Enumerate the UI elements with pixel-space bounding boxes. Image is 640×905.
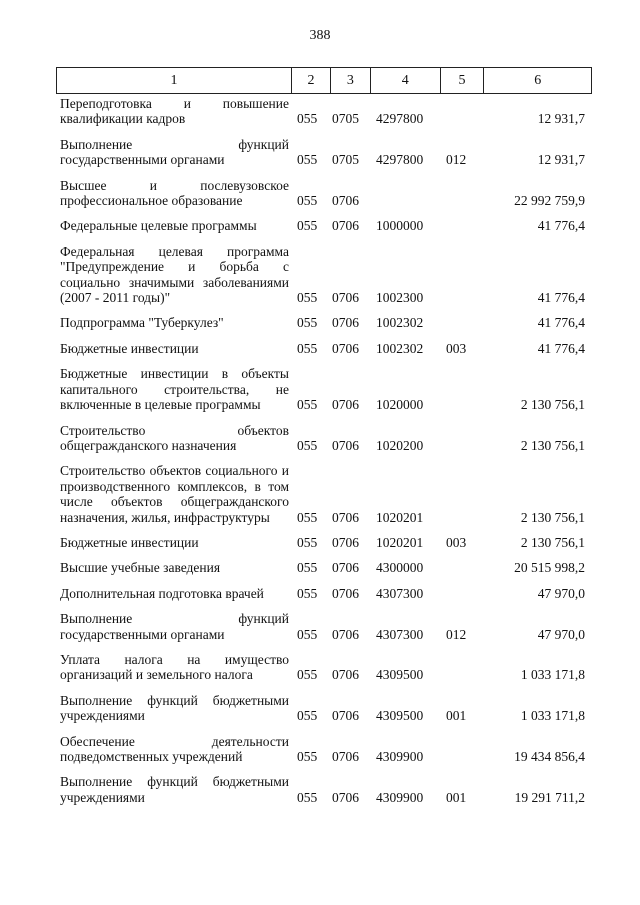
table-row	[56, 652, 592, 683]
row-target-code: 1020201	[376, 509, 424, 525]
row-amount: 2 130 756,1	[520, 509, 585, 525]
table-row	[56, 244, 592, 306]
row-name: Высшие учебные заведения	[60, 560, 221, 576]
row-name: Подпрограмма "Туберкулез"	[60, 315, 224, 331]
row-ministry-code: 055	[297, 626, 318, 642]
row-expense-type: 003	[446, 340, 467, 356]
table-row	[56, 611, 592, 642]
row-section-code: 0706	[332, 626, 359, 642]
table-header	[56, 67, 592, 94]
row-target-code: 1002300	[376, 290, 424, 306]
row-amount: 20 515 998,2	[514, 560, 585, 576]
table-row	[56, 96, 592, 127]
row-target-code: 1002302	[376, 315, 424, 331]
row-section-code: 0705	[332, 111, 359, 127]
page-number: 388	[309, 28, 331, 43]
row-ministry-code: 055	[297, 437, 318, 453]
row-section-code: 0706	[332, 290, 359, 306]
row-amount: 12 931,7	[537, 152, 585, 168]
row-amount: 1 033 171,8	[520, 667, 585, 683]
table-row	[56, 315, 592, 330]
row-section-code: 0706	[332, 315, 359, 331]
row-name: Обеспечение деятельности подведомственных учреждений	[60, 733, 289, 764]
row-ministry-code: 055	[297, 152, 318, 168]
header-cell-3: 3	[331, 68, 371, 93]
row-expense-type: 012	[446, 152, 467, 168]
row-expense-type: 012	[446, 626, 467, 642]
row-section-code: 0706	[332, 437, 359, 453]
row-ministry-code: 055	[297, 708, 318, 724]
row-ministry-code: 055	[297, 315, 318, 331]
row-section-code: 0706	[332, 218, 359, 234]
row-target-code: 1020200	[376, 437, 424, 453]
row-name: Бюджетные инвестиции в объекты капитального строительства, не включенные в целевые программы	[60, 366, 289, 413]
row-name: Дополнительная подготовка врачей	[60, 585, 264, 601]
row-name: Бюджетные инвестиции	[60, 340, 199, 356]
row-amount: 47 970,0	[537, 585, 585, 601]
row-section-code: 0706	[332, 193, 359, 209]
row-ministry-code: 055	[297, 340, 318, 356]
table-row	[56, 734, 592, 765]
row-ministry-code: 055	[297, 193, 318, 209]
row-expense-type: 001	[446, 708, 467, 724]
row-section-code: 0706	[332, 340, 359, 356]
table-row	[56, 341, 592, 356]
row-target-code: 4297800	[376, 111, 424, 127]
header-cell-1: 1	[57, 68, 292, 93]
row-section-code: 0706	[332, 667, 359, 683]
row-ministry-code: 055	[297, 749, 318, 764]
row-amount: 19 291 711,2	[514, 789, 585, 805]
row-expense-type: 003	[446, 534, 467, 550]
row-name: Переподготовка и повышение квалификации кадров	[60, 96, 289, 127]
row-name: Высшее и послевузовское профессиональное образование	[60, 177, 289, 209]
row-section-code: 0706	[332, 749, 359, 764]
row-target-code: 4297800	[376, 152, 424, 168]
row-name: Строительство объектов социального и производственного комплексов, в том числе объектов общегражданского назначения, жилья, инфраструктуры	[60, 463, 289, 525]
row-expense-type: 001	[446, 789, 467, 805]
row-ministry-code: 055	[297, 397, 318, 413]
table-row	[56, 693, 592, 724]
row-ministry-code: 055	[297, 667, 318, 683]
header-cell-2: 2	[292, 68, 331, 93]
row-target-code: 4307300	[376, 626, 424, 642]
row-name: Уплата налога на имущество организаций и земельного налога	[60, 651, 289, 683]
table-row	[56, 560, 592, 575]
header-cell-5: 5	[441, 68, 485, 93]
row-name: Выполнение функций бюджетными учреждениями	[60, 774, 289, 805]
row-amount: 19 434 856,4	[514, 749, 585, 764]
row-target-code: 4307300	[376, 585, 424, 601]
row-name: Выполнение функций государственными органами	[60, 136, 289, 168]
table-row	[56, 586, 592, 601]
row-amount: 12 931,7	[537, 111, 585, 127]
table-row	[56, 137, 592, 168]
row-amount: 1 033 171,8	[520, 708, 585, 724]
row-target-code: 4300000	[376, 560, 424, 576]
row-target-code: 1000000	[376, 218, 424, 234]
table-row	[56, 218, 592, 233]
row-section-code: 0706	[332, 585, 359, 601]
table-row	[56, 178, 592, 209]
row-section-code: 0706	[332, 560, 359, 576]
row-amount: 41 776,4	[537, 218, 585, 234]
row-amount: 2 130 756,1	[520, 437, 585, 453]
row-amount: 41 776,4	[537, 340, 585, 356]
row-target-code: 4309500	[376, 708, 424, 724]
header-cell-4: 4	[371, 68, 441, 93]
row-target-code: 4309900	[376, 749, 424, 764]
row-name: Бюджетные инвестиции	[60, 534, 199, 550]
row-name: Строительство объектов общегражданского назначения	[60, 422, 289, 453]
row-ministry-code: 055	[297, 290, 318, 306]
table-row	[56, 774, 592, 805]
row-name: Федеральные целевые программы	[60, 218, 257, 234]
row-ministry-code: 055	[297, 111, 318, 127]
table-row	[56, 463, 592, 525]
row-section-code: 0706	[332, 789, 359, 805]
row-target-code: 1020201	[376, 534, 424, 550]
row-section-code: 0706	[332, 397, 359, 413]
table-row	[56, 423, 592, 454]
row-amount: 41 776,4	[537, 290, 585, 306]
row-section-code: 0706	[332, 708, 359, 724]
row-amount: 41 776,4	[537, 315, 585, 331]
row-name: Выполнение функций бюджетными учреждениями	[60, 692, 289, 724]
header-cell-6: 6	[534, 72, 542, 88]
row-ministry-code: 055	[297, 585, 318, 601]
row-section-code: 0706	[332, 509, 359, 525]
row-name: Выполнение функций государственными органами	[60, 611, 289, 642]
row-target-code: 1020000	[376, 397, 424, 413]
row-target-code: 1002302	[376, 340, 424, 356]
row-target-code: 4309500	[376, 667, 424, 683]
row-ministry-code: 055	[297, 534, 318, 550]
row-ministry-code: 055	[297, 509, 318, 525]
row-ministry-code: 055	[297, 789, 318, 805]
row-ministry-code: 055	[297, 560, 318, 576]
table-row	[56, 535, 592, 550]
row-amount: 2 130 756,1	[520, 534, 585, 550]
table-row	[56, 366, 592, 412]
row-target-code: 4309900	[376, 789, 424, 805]
row-amount: 47 970,0	[537, 626, 585, 642]
row-name: Федеральная целевая программа "Предупреждение и борьба с социально значимыми заболеваниями (2007 - 2011 годы)"	[60, 243, 289, 306]
row-amount: 22 992 759,9	[514, 193, 585, 209]
row-amount: 2 130 756,1	[520, 397, 585, 413]
row-section-code: 0705	[332, 152, 359, 168]
row-section-code: 0706	[332, 534, 359, 550]
table-body	[56, 96, 592, 815]
row-ministry-code: 055	[297, 218, 318, 234]
